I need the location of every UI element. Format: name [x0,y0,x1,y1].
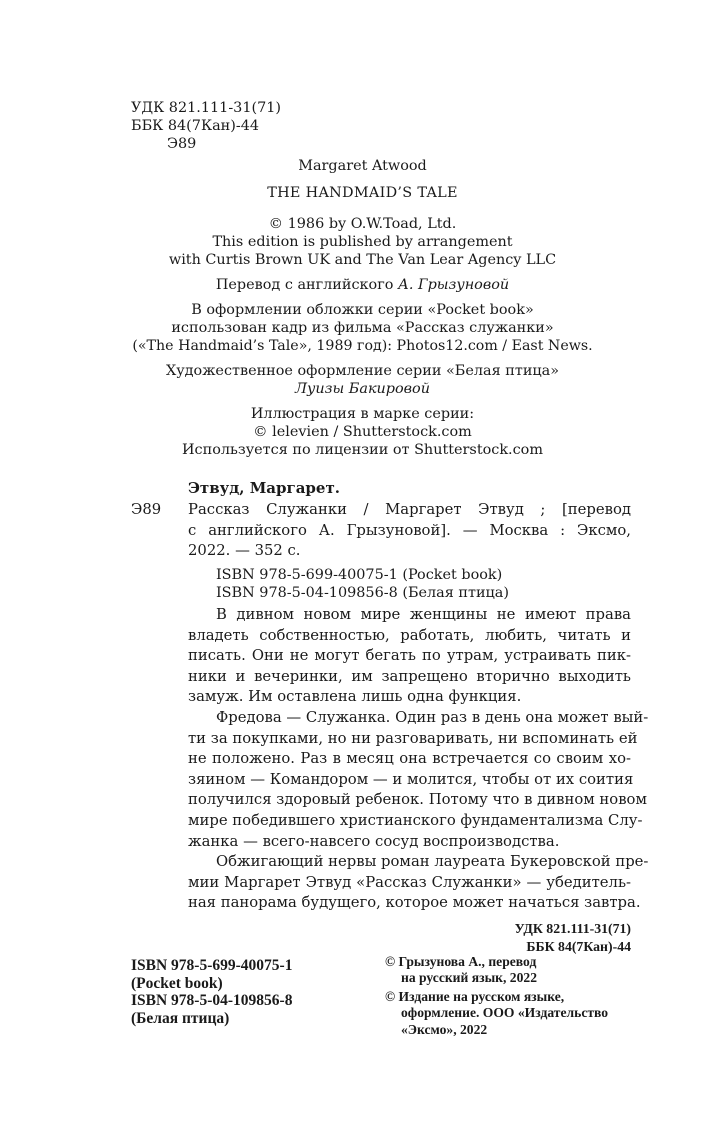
illustration-line-3: Используется по лицензии от Shutterstock.com [182,442,543,458]
isbn-block-line-3: ISBN 978-5-04-109856-8 [131,992,293,1009]
annotation-p2-line: зяином — Командором — и молится, чтобы от их соития [188,770,634,788]
catalog-isbn-2: ISBN 978-5-04-109856-8 (Белая птица) [216,585,510,601]
annotation-p3-line: Обжигающий нервы роман лауреата Букеровской пре- [216,853,649,871]
annotation-p1-line: владеть собственностью, работать, любить, читать и [188,626,631,644]
catalog-isbn-1: ISBN 978-5-699-40075-1 (Pocket book) [216,567,503,583]
catalog-desc-line-1: Рассказ Служанки / Маргарет Этвуд ; [перевод [188,501,631,518]
copyright-translation-line-2: на русский язык, 2022 [401,970,537,986]
original-copyright: © 1986 by O.W.Toad, Ltd. [268,216,457,232]
copyright-translation-line-1: © Грызунова А., перевод [385,954,537,969]
annotation-p3-line: ная панорама будущего, которое может начаться завтра. [188,894,641,912]
cover-credit-line-3: («The Handmaid’s Tale», 1989 год): Photos12.com / East News. [132,338,593,354]
isbn-block-line-2: (Pocket book) [131,974,223,992]
cover-credit-line-2: использован кадр из фильма «Рассказ служанки» [171,320,554,336]
footer-udk: УДК 821.111-31(71) [514,921,631,936]
translation-credit [130,276,595,294]
cover-credit-line-1: В оформлении обложки серии «Pocket book» [191,302,534,318]
annotation-p2-line: мире победившего христианского фундаментализма Слу- [188,812,643,829]
catalog-heading: Этвуд, Маргарет. [188,479,340,497]
original-title: THE HANDMAID’S TALE [267,185,458,201]
edition-line-2: with Curtis Brown UK and The Van Lear Agency LLC [168,252,557,268]
series-designer-name: Луизы Бакировой [295,381,430,397]
catalog-desc-line-2: с английского А. Грызуновой]. — Москва : Эксмо, [188,521,631,539]
annotation-p1-line: В дивном новом мире женщины не имеют права [216,606,631,623]
footer-bbk: ББК 84(7Кан)-44 [526,939,631,954]
original-author: Margaret Atwood [298,158,427,174]
translator-name: А. Грызуновой [398,277,510,293]
annotation-p2-line: жанка — всего-навсего сосуд воспроизводства. [188,832,560,850]
annotation-p1-line: замуж. Им оставлена лишь одна функция. [188,688,522,706]
edition-line-1: This edition is published by arrangement [212,234,513,250]
series-design-line-1: Художественное оформление серии «Белая птица» [165,363,560,379]
catalog-desc-line-3: 2022. — 352 с. [188,542,301,560]
copyright-edition-line-2: оформление. ООО «Издательство [401,1005,609,1021]
translation-prefix: Перевод с английского [215,277,398,293]
copyright-edition-line-1: © Издание на русском языке, [385,989,565,1004]
author-mark: Э89 [167,136,197,152]
illustration-line-2: © lelevien / Shutterstock.com [253,424,472,440]
annotation-p1-line: писать. Они не могут бегать по утрам, устраивать пик- [188,647,631,665]
catalog-code: Э89 [131,501,162,518]
copyright-edition-line-3: «Эксмо», 2022 [401,1021,488,1037]
annotation-p2-line: получился здоровый ребенок. Потому что в дивном новом [188,791,647,809]
isbn-block-line-4: (Белая птица) [131,1009,230,1027]
bbk-code: ББК 84(7Кан)-44 [131,118,260,134]
annotation-p2-line: ти за покупками, но ни разговаривать, ни вспоминать ей [188,729,638,747]
illustration-line-1: Иллюстрация в марке серии: [250,406,475,422]
annotation-p2-line: Фредова — Служанка. Один раз в день она может вый- [216,709,649,726]
annotation-p3-line: мии Маргарет Этвуд «Рассказ Служанки» — убедитель- [188,873,631,891]
annotation-p1-line: ники и вечеринки, им запрещено вторично выходить [188,667,631,685]
annotation-p2-line: не положено. Раз в месяц она встречается со своим хо- [188,750,631,768]
udk-code: УДК 821.111-31(71) [131,100,282,116]
isbn-block-line-1: ISBN 978-5-699-40075-1 [131,957,293,974]
